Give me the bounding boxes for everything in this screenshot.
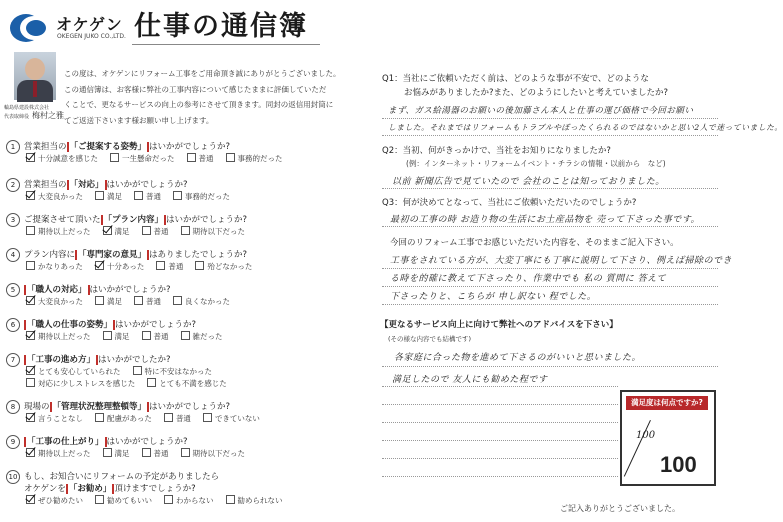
- question-text: 「職人の対応」 はいかがでしょうか?: [24, 283, 171, 295]
- answer-4-line-3: 下さったりと、こちらが 申し訳ない 程でした。: [390, 292, 597, 302]
- empty-box-icon: [181, 226, 190, 235]
- option-checkbox[interactable]: [95, 261, 144, 272]
- option-label: 言うことなし: [38, 414, 83, 423]
- intro-text: この度は、オケゲンにリフォーム工事をご用命頂き誠にありがとうございました。 この通信簿は、お客様に弊社の工事内容について感じたままに評価していただ くことで、更なるサービスの向上の参考にさせて頂きます。同封の返信用封筒に てご返送下さいます様お願い申し上げます。: [64, 69, 341, 125]
- option-label: 勧められない: [237, 496, 283, 505]
- thanks-text: ご記入ありがとうございました。: [560, 504, 680, 513]
- option-label: 普通: [146, 297, 161, 306]
- option-label: 期待以下だった: [192, 227, 245, 236]
- president-name: 梅村之雅: [32, 111, 64, 120]
- option-checkbox[interactable]: [26, 261, 83, 272]
- option-row: [26, 153, 295, 164]
- title-underline: [132, 44, 320, 45]
- empty-box-icon: [134, 296, 143, 305]
- empty-box-icon: [26, 378, 35, 387]
- option-checkbox[interactable]: [95, 495, 152, 506]
- option-checkbox[interactable]: [156, 261, 183, 272]
- question-number: 8: [6, 400, 20, 414]
- checkmark-icon: [26, 366, 35, 375]
- option-row: [26, 495, 295, 506]
- empty-box-icon: [187, 153, 196, 162]
- checkmark-icon: [26, 448, 35, 457]
- option-label: 殆どなかった: [207, 262, 253, 271]
- option-checkbox[interactable]: [134, 191, 161, 202]
- option-label: 満足: [107, 192, 122, 201]
- option-row: [26, 378, 239, 389]
- option-checkbox[interactable]: [26, 378, 135, 389]
- option-label: とても安心していられた: [38, 367, 121, 376]
- empty-box-icon: [103, 448, 112, 457]
- answer-1-line-2: しました。それまではリフォームもトラブルやぼったくられるのではないかと思い2人で迷っていました。: [388, 123, 783, 132]
- empty-box-icon: [173, 296, 182, 305]
- checkmark-icon: [26, 296, 35, 305]
- option-label: 事務的だった: [185, 192, 230, 201]
- option-label: 普通: [146, 192, 161, 201]
- option-label: 一生懸命だった: [122, 154, 175, 163]
- checkmark-icon: [26, 413, 35, 422]
- checkmark-icon: [26, 191, 35, 200]
- option-checkbox[interactable]: [181, 448, 246, 459]
- option-checkbox[interactable]: [142, 331, 169, 342]
- satisfaction-written: 100: [636, 430, 656, 441]
- option-checkbox[interactable]: [26, 448, 91, 459]
- option-label: 期待以上だった: [38, 332, 91, 341]
- q3-text: Q3：何が決めてとなって、当社にご依頼いただいたのでしょうか?: [382, 198, 637, 208]
- question-number: 2: [6, 178, 20, 192]
- question-text: 営業担当の 「ご提案する姿勢」 はいかがでしょうか?: [24, 142, 231, 152]
- option-row: [26, 191, 242, 202]
- option-checkbox[interactable]: [26, 495, 83, 506]
- option-row: [26, 413, 272, 424]
- empty-box-icon: [195, 261, 204, 270]
- president-company: 輪島県建設株式会社: [4, 105, 50, 111]
- option-checkbox[interactable]: [226, 495, 283, 506]
- option-label: 対応に少しストレスを感じた: [38, 379, 136, 388]
- question-text: もし、お知合いにリフォームの予定がありましたら: [24, 472, 220, 482]
- question-text: 「工事の仕上がり」 はいかがでしょうか?: [24, 435, 188, 447]
- checkmark-icon: [103, 226, 112, 235]
- question-number: 6: [6, 318, 20, 332]
- answer-4-line-2: る時を的確に教えて下さったり、作業中でも 私の 質問に 答えて: [390, 274, 667, 284]
- option-row: [26, 261, 264, 272]
- q1-text-2: お悩みがありましたか?また、どのようにしたいと考えていましたか?: [404, 88, 669, 98]
- option-checkbox[interactable]: [203, 413, 260, 424]
- empty-box-icon: [133, 366, 142, 375]
- option-row: [26, 226, 257, 237]
- option-label: 普通: [168, 262, 184, 271]
- question-text: プラン内容に 「専門家の意見」 はありましたでしょうか?: [24, 250, 248, 260]
- okegen-logo-icon: [8, 10, 52, 46]
- option-checkbox[interactable]: [187, 153, 214, 164]
- page-title: 仕事の通信簿: [134, 11, 308, 42]
- empty-box-icon: [142, 226, 151, 235]
- option-label: 普通: [153, 449, 169, 458]
- option-checkbox[interactable]: [134, 296, 161, 307]
- empty-box-icon: [95, 296, 104, 305]
- checkmark-icon: [26, 495, 35, 504]
- option-checkbox[interactable]: [95, 296, 122, 307]
- empty-box-icon: [95, 413, 104, 422]
- option-label: かなりあった: [38, 262, 83, 271]
- empty-box-icon: [181, 448, 190, 457]
- option-label: 特に不安はなかった: [144, 367, 212, 376]
- empty-box-icon: [134, 191, 143, 200]
- question-number: 4: [6, 248, 20, 262]
- option-checkbox[interactable]: [226, 153, 283, 164]
- option-label: 大変良かった: [38, 192, 83, 201]
- option-checkbox[interactable]: [103, 331, 130, 342]
- option-checkbox[interactable]: [133, 366, 213, 377]
- option-label: 普通: [153, 332, 169, 341]
- empty-box-icon: [173, 191, 182, 200]
- option-label: 十分誠意を感じた: [38, 154, 98, 163]
- option-row: [26, 448, 257, 459]
- option-checkbox[interactable]: [181, 226, 246, 237]
- option-row: [26, 331, 235, 342]
- question-text: 「工事の進め方」 はいかがでしたか?: [24, 353, 171, 365]
- option-checkbox[interactable]: [26, 226, 91, 237]
- option-label: わからない: [176, 496, 214, 505]
- option-label: 満足: [114, 449, 130, 458]
- option-label: 満足: [114, 227, 130, 236]
- option-checkbox[interactable]: [95, 413, 152, 424]
- empty-box-icon: [147, 378, 156, 387]
- question-text: 現場の 「管理状況整理整頓等」 はいかがでしょうか?: [24, 402, 231, 412]
- checkmark-icon: [26, 153, 35, 162]
- option-checkbox[interactable]: [26, 296, 83, 307]
- option-label: 満足: [107, 297, 122, 306]
- question-text: ご提案させて頂いた 「プラン内容」 はいかがでしょうか?: [24, 215, 248, 225]
- advice-answer-line-2: 満足したので 友人にも勧めた程です: [392, 375, 548, 385]
- option-checkbox[interactable]: [26, 153, 98, 164]
- empty-box-icon: [95, 495, 104, 504]
- question-number: 5: [6, 283, 20, 297]
- option-label: ぜひ勧めたい: [38, 496, 83, 505]
- option-checkbox[interactable]: [181, 331, 223, 342]
- checkmark-icon: [26, 331, 35, 340]
- option-label: 配慮があった: [107, 414, 152, 423]
- question-text: 営業担当の 「対応」 はいかがでしょうか?: [24, 180, 188, 190]
- option-checkbox[interactable]: [26, 413, 83, 424]
- option-checkbox[interactable]: [110, 153, 175, 164]
- option-checkbox[interactable]: [195, 261, 252, 272]
- satisfaction-score: 100: [660, 452, 697, 477]
- empty-box-icon: [110, 153, 119, 162]
- question-number: 9: [6, 435, 20, 449]
- option-label: 良くなかった: [185, 297, 230, 306]
- option-label: 普通: [175, 414, 191, 423]
- option-label: 期待以上だった: [38, 449, 91, 458]
- question-number: 3: [6, 213, 20, 227]
- option-checkbox[interactable]: [103, 448, 130, 459]
- advice-subtitle: (その様な内容でも結構です): [388, 335, 472, 343]
- empty-box-icon: [142, 448, 151, 457]
- question-text: 「職人の仕事の姿勢」 はいかがでしょうか?: [24, 318, 196, 330]
- option-label: 期待以上だった: [38, 227, 91, 236]
- advice-heading: 【更なるサービス向上に向けて弊社へのアドバイスを下さい】: [380, 320, 618, 330]
- option-checkbox[interactable]: [142, 226, 169, 237]
- brand-subtitle: OKEGEN JUKO CO.,LTD.: [57, 33, 126, 40]
- option-label: 期待以下だった: [192, 449, 245, 458]
- q1-text: Q1：当社にご依頼いただく前は、どのような事が不安で、どのような: [382, 74, 649, 84]
- empty-box-icon: [142, 331, 151, 340]
- option-label: とても不満を感じた: [159, 379, 227, 388]
- president-photo: [14, 52, 56, 100]
- option-checkbox[interactable]: [173, 191, 230, 202]
- empty-box-icon: [226, 153, 235, 162]
- answer-1-line-1: まず、ガス給湯器のお願いの後加藤さん本人と仕事の運び価格で今回お願い: [388, 106, 694, 116]
- question-number: 10: [6, 470, 20, 484]
- question-text-2: オケゲンを 「お勧め」 頂けますでしょうか?: [24, 484, 196, 494]
- option-checkbox[interactable]: [164, 413, 191, 424]
- answer-2: 以前 新聞広告で見ていたので 会社のことは知っておりました。: [392, 177, 665, 187]
- empty-box-icon: [164, 413, 173, 422]
- option-checkbox[interactable]: [164, 495, 214, 506]
- option-checkbox[interactable]: [26, 191, 83, 202]
- checkmark-icon: [95, 261, 104, 270]
- option-checkbox[interactable]: [103, 226, 130, 237]
- option-label: 普通: [198, 154, 214, 163]
- option-checkbox[interactable]: [26, 331, 91, 342]
- option-label: 大変良かった: [38, 297, 83, 306]
- empty-box-icon: [181, 331, 190, 340]
- empty-box-icon: [203, 413, 212, 422]
- option-checkbox[interactable]: [147, 378, 227, 389]
- empty-box-icon: [95, 191, 104, 200]
- option-label: 普通: [153, 227, 169, 236]
- empty-box-icon: [156, 261, 165, 270]
- empty-box-icon: [164, 495, 173, 504]
- option-label: 雑だった: [192, 332, 223, 341]
- empty-box-icon: [26, 226, 35, 235]
- q4-text: 今回のリフォーム工事でお感じいただいた内容を、そのままご記入下さい。: [390, 238, 679, 248]
- option-label: 勧めてもいい: [107, 496, 152, 505]
- option-label: 事務的だった: [237, 154, 283, 163]
- option-checkbox[interactable]: [173, 296, 230, 307]
- option-label: 十分あった: [106, 262, 145, 271]
- empty-box-icon: [26, 261, 35, 270]
- brand-name: オケゲン: [56, 15, 123, 34]
- q2-example: (例：インターネット・リフォームイベント・チラシの情報・以前から など): [406, 159, 666, 168]
- empty-box-icon: [226, 495, 235, 504]
- option-checkbox[interactable]: [26, 366, 121, 377]
- answer-3: 最初の工事の時 お造り物の生活にお土産品物を 売って下さった事です。: [390, 215, 701, 225]
- question-number: 7: [6, 353, 20, 367]
- answer-4-line-1: 工事をされている方が、大変丁寧にも丁寧に説明して下さり、例えば掃除のでき: [390, 256, 733, 266]
- option-label: 満足: [114, 332, 130, 341]
- option-checkbox[interactable]: [95, 191, 122, 202]
- option-row: [26, 296, 242, 307]
- president-role: 代表取締役: [4, 114, 30, 120]
- satisfaction-label: 満足度は何点ですか?: [626, 396, 708, 410]
- question-number: 1: [6, 140, 20, 154]
- advice-answer-line-1: 各家庭に合った物を進めて下さるのがいいと思いました。: [394, 353, 642, 363]
- empty-box-icon: [103, 331, 112, 340]
- option-label: できていない: [214, 414, 260, 423]
- option-checkbox[interactable]: [142, 448, 169, 459]
- option-row: [26, 366, 224, 377]
- q2-text: Q2：当初、何がきっかけで、当社をお知りになりましたか?: [382, 146, 611, 156]
